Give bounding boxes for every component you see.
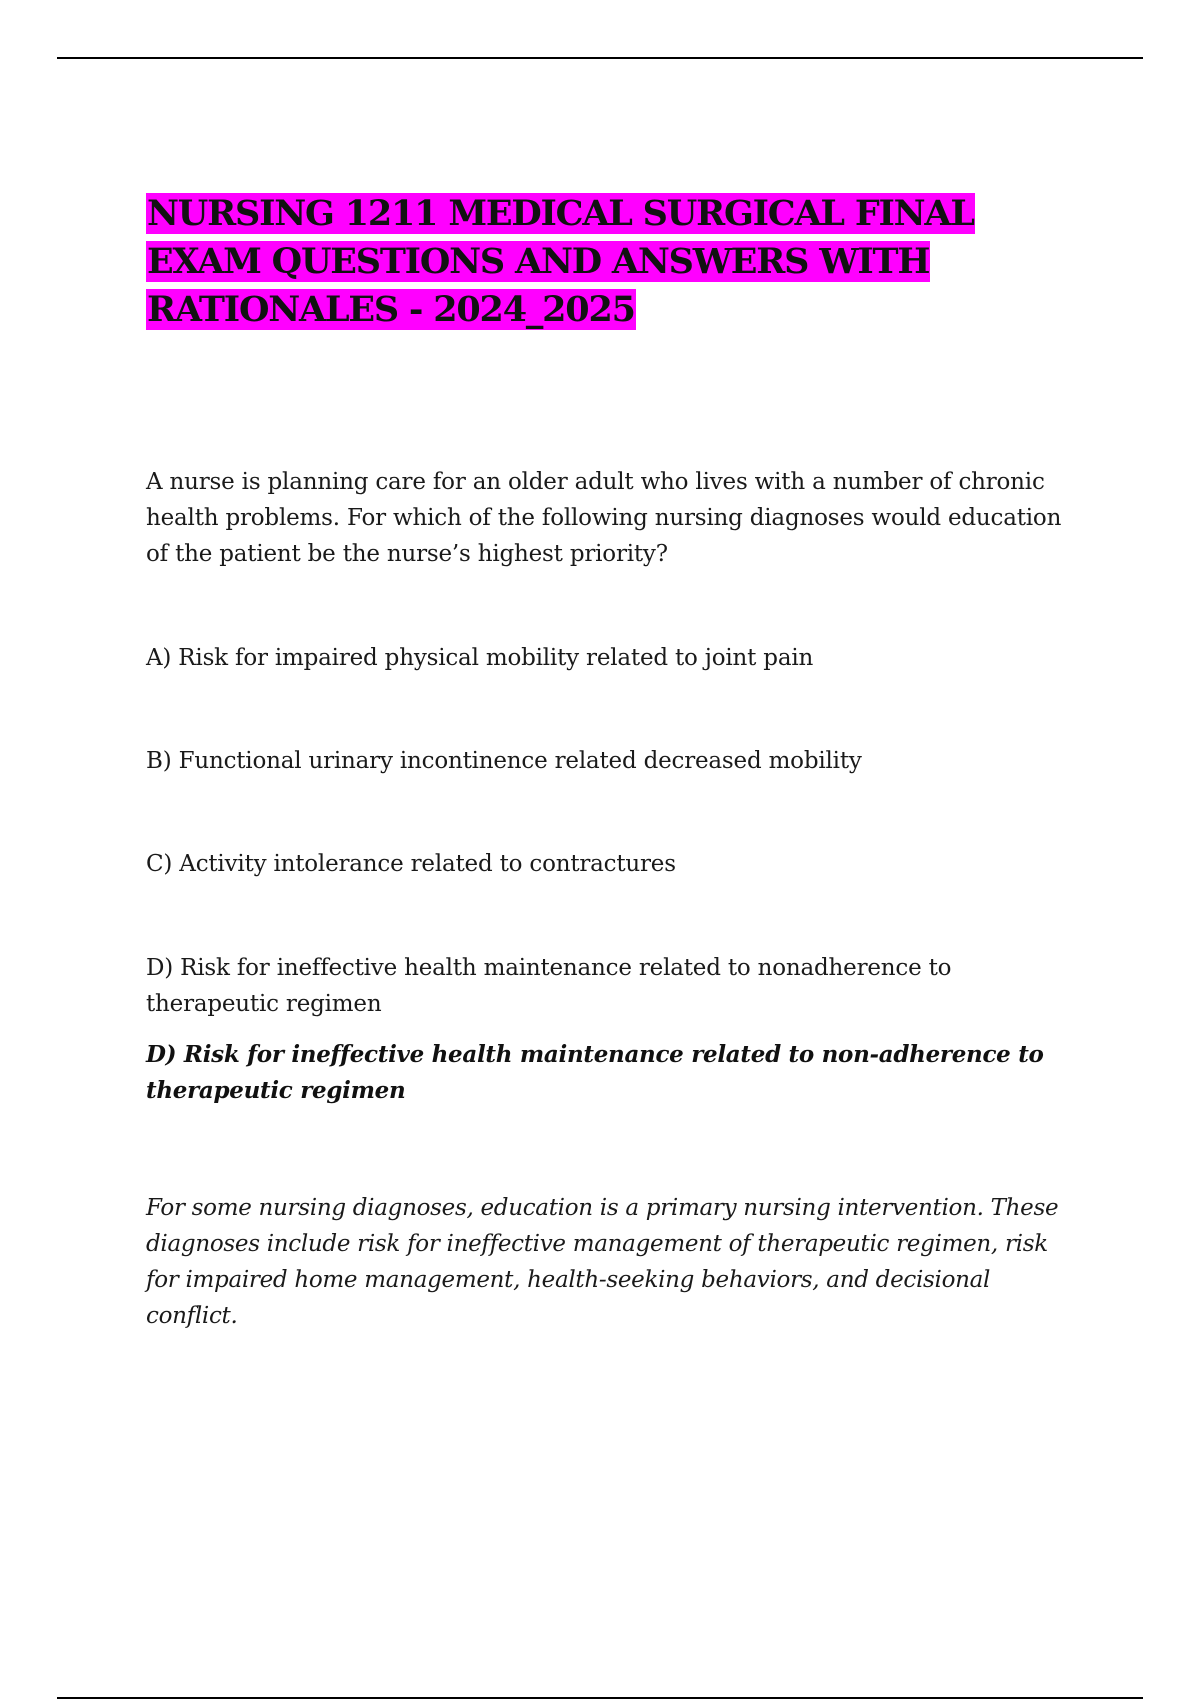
title-highlight: NURSING 1211 MEDICAL SURGICAL FINAL EXAM QUESTIONS AND ANSWERS WITH RATIONALES - 2024_2025 [147, 193, 974, 330]
option-d: D) Risk for ineffective health maintenance related to nonadherence to therapeutic regimen [146, 955, 952, 1017]
question-stem: A nurse is planning care for an older adult who lives with a number of chronic health problems. For which of the following nursing diagnoses would education of the patient be the nurse’s highest priority? [146, 469, 1062, 567]
correct-answer: D) Risk for ineffective health maintenance related to non-adherence to therapeutic regimen [146, 1041, 1044, 1104]
document-title [146, 190, 1086, 334]
top-rule [57, 57, 1143, 59]
option-c: C) Activity intolerance related to contractures [146, 851, 676, 877]
option-a: A) Risk for impaired physical mobility related to joint pain [146, 645, 814, 671]
document-body [146, 190, 1086, 1329]
option-b: B) Functional urinary incontinence related decreased mobility [146, 748, 862, 774]
bottom-rule [57, 1697, 1143, 1699]
answer-rationale: For some nursing diagnoses, education is a primary nursing intervention. These diagnoses include risk for ineffective management of therapeutic regimen, risk for impaired home management, health-seeking behaviors, and decisional conflict. [146, 1195, 1059, 1329]
